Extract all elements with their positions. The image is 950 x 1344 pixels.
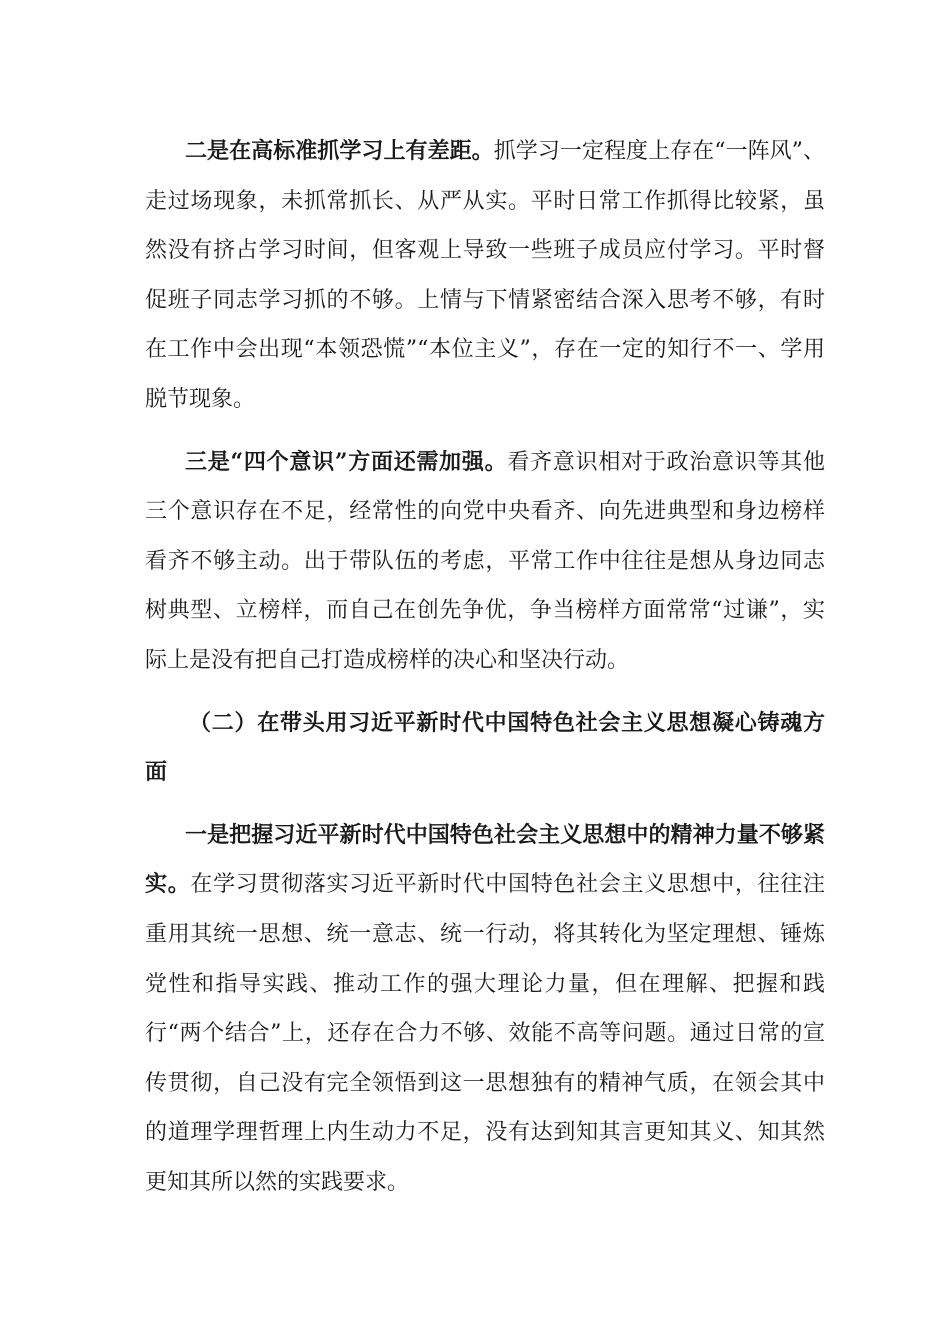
section-heading: （二）在带头用习近平新时代中国特色社会主义思想凝心铸魂方面: [145, 709, 825, 786]
paragraph-body: 看齐意识相对于政治意识等其他三个意识存在不足，经常性的向党中央看齐、向先进典型和身边榜样看齐不够主动。出于带队伍的考虑，平常工作中往往是想从身边同志树典型、立榜样，而自己在创先争优，争当榜样方面常常“过谦”，实际上是没有把自己打造成榜样的决心和坚决行动。: [145, 449, 825, 673]
paragraph-four-consciousness: [145, 438, 825, 686]
paragraph-lead: 二是在高标准抓学习上有差距。: [185, 138, 494, 164]
paragraph-study-gap: [145, 127, 825, 425]
paragraph-spiritual-strength: [145, 811, 825, 1208]
paragraph-lead: 一是把握习近平新时代中国特色社会主义思想中的精神力量不够紧实。: [145, 821, 825, 898]
paragraph-lead: 三是“四个意识”方面还需加强。: [185, 448, 508, 475]
paragraph-body: 抓学习一定程度上存在“一阵风”、走过场现象，未抓常抓长、从严从实。平时日常工作抓得比较紧，虽然没有挤占学习时间，但客观上导致一些班子成员应付学习。平时督促班子同志学习抓的不够。上情与下情紧密结合深入思考不够，有时在工作中会出现“本领恐慌”“本位主义”，存在一定的知行不一、学用脱节现象。: [145, 139, 825, 412]
document-page: [145, 127, 825, 1220]
paragraph-body: 在学习贯彻落实习近平新时代中国特色社会主义思想中，往往注重用其统一思想、统一意志、统一行动，将其转化为坚定理想、锤炼党性和指导实践、推动工作的强大理论力量，但在理解、把握和践行“两个结合”上，还存在合力不够、效能不高等问题。通过日常的宣传贯彻，自己没有完全领悟到这一思想独有的精神气质，在领会其中的道理学理哲理上内生动力不足，没有达到知其言更知其义、知其然更知其所以然的实践要求。: [145, 872, 825, 1195]
